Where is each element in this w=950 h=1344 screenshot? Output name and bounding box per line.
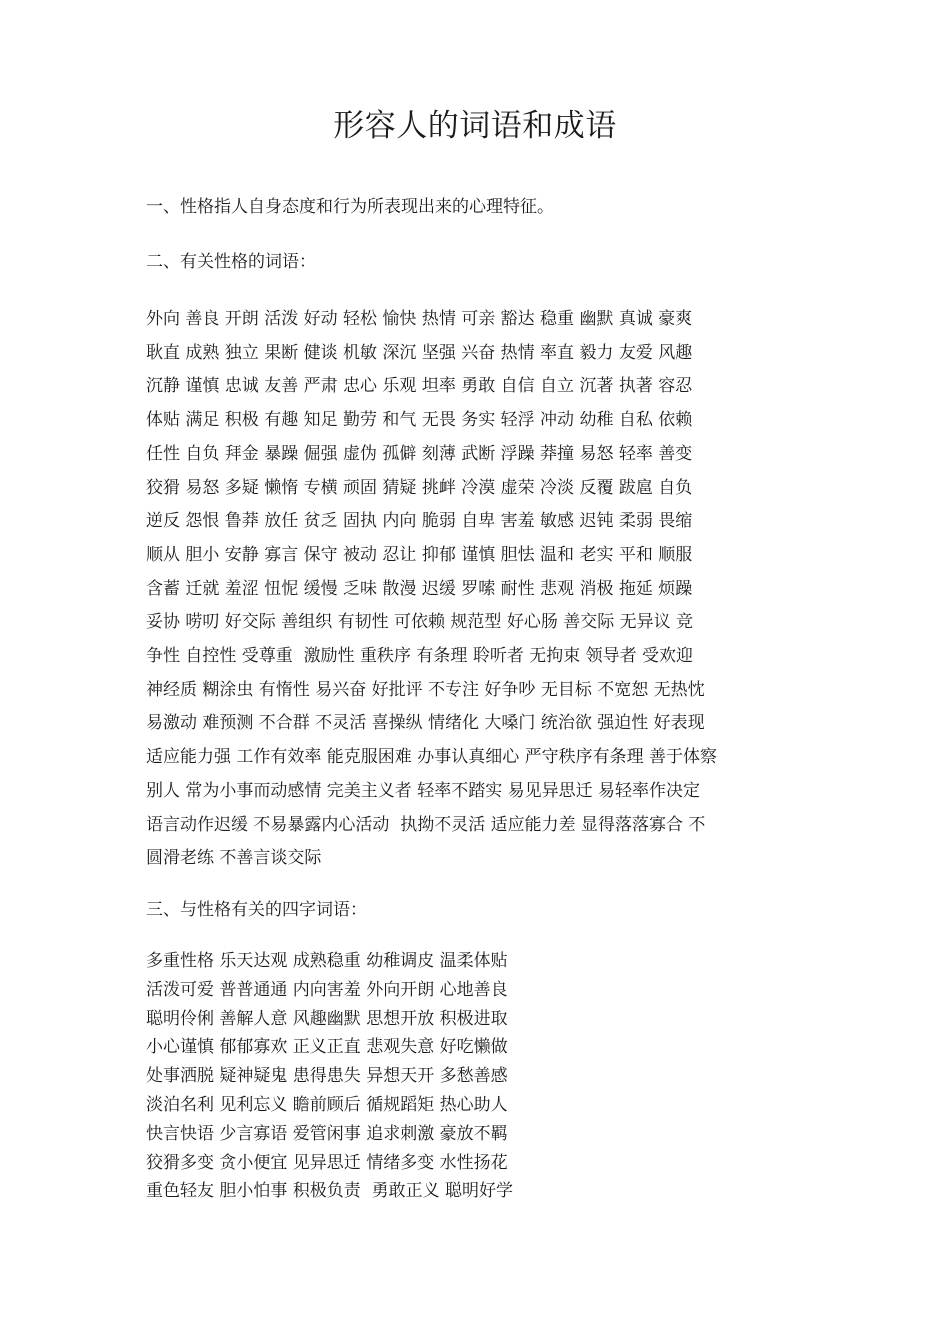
idiom-list-line: 活泼可爱 普普通通 内向害羞 外向开朗 心地善良 [146, 979, 508, 1000]
word-list-line: 狡猾 易怒 多疑 懒惰 专横 顽固 猜疑 挑衅 冷漠 虚荣 冷淡 反覆 跋扈 自负 [146, 477, 693, 498]
idiom-list-line: 狡猾多变 贪小便宜 见异思迁 情绪多变 水性扬花 [146, 1152, 508, 1173]
idiom-list-line: 淡泊名利 见利忘义 瞻前顾后 循规蹈矩 热心助人 [146, 1094, 508, 1115]
idiom-list-line: 重色轻友 胆小怕事 积极负责 勇敢正义 聪明好学 [146, 1181, 514, 1202]
idiom-list-line: 多重性格 乐天达观 成熟稳重 幼稚调皮 温柔体贴 [146, 951, 508, 971]
word-list-line: 妥协 唠叨 好交际 善组织 有韧性 可依赖 规范型 好心肠 善交际 无异议 竞 [146, 612, 694, 633]
word-list-line: 争性 自控性 受尊重 激励性 重秩序 有条理 聆听者 无拘束 领导者 受欢迎 [146, 646, 694, 667]
idiom-list-line: 聪明伶俐 善解人意 风趣幽默 思想开放 积极进取 [146, 1008, 508, 1029]
word-list-line: 沉静 谨慎 忠诚 友善 严肃 忠心 乐观 坦率 勇敢 自信 自立 沉著 执著 容忍 [146, 376, 693, 397]
word-list-line: 含蓄 迁就 羞涩 忸怩 缓慢 乏味 散漫 迟缓 罗嗦 耐性 悲观 消极 拖延 烦躁 [146, 578, 693, 599]
word-list-line: 逆反 怨恨 鲁莽 放任 贫乏 固执 内向 脆弱 自卑 害羞 敏感 迟钝 柔弱 畏缩 [146, 511, 693, 532]
section-1-definition: 一、性格指人自身态度和行为所表现出来的心理特征。 [146, 197, 554, 217]
section-3-idiom-list [146, 947, 826, 1206]
word-list-line: 任性 自负 拜金 暴躁 倔强 虚伪 孤僻 刻薄 武断 浮躁 莽撞 易怒 轻率 善变 [146, 443, 693, 464]
section-2-word-list [146, 303, 826, 876]
word-list-line: 顺从 胆小 安静 寡言 保守 被动 忍让 抑郁 谨慎 胆怯 温和 老实 平和 顺服 [146, 544, 693, 565]
section-3-heading: 三、与性格有关的四字词语： [146, 900, 367, 920]
word-list-line: 体贴 满足 积极 有趣 知足 勤劳 和气 无畏 务实 轻浮 冲动 幼稚 自私 依赖 [146, 410, 693, 431]
word-list-line: 语言动作迟缓 不易暴露内心活动 执拗不灵活 适应能力差 显得落落寡合 不 [146, 814, 706, 835]
word-list-line: 神经质 糊涂虫 有惰性 易兴奋 好批评 不专注 好争吵 无目标 不宽恕 无热忱 [146, 679, 705, 700]
document-title: 形容人的词语和成语 [333, 108, 617, 144]
word-list-line: 外向 善良 开朗 活泼 好动 轻松 愉快 热情 可亲 豁达 稳重 幽默 真诚 豪爽 [146, 309, 693, 329]
idiom-list-line: 快言快语 少言寡语 爱管闲事 追求刺激 豪放不羁 [146, 1123, 508, 1144]
word-list-line: 适应能力强 工作有效率 能克服困难 办事认真细心 严守秩序有条理 善于体察 [146, 747, 718, 768]
word-list-line: 易激动 难预测 不合群 不灵活 喜操纵 情绪化 大嗓门 统治欲 强迫性 好表现 [146, 713, 705, 734]
section-2-heading: 二、有关性格的词语： [146, 252, 316, 272]
word-list-line: 耿直 成熟 独立 果断 健谈 机敏 深沉 坚强 兴奋 热情 率直 毅力 友爱 风趣 [146, 342, 693, 363]
word-list-line: 别人 常为小事而动感情 完美主义者 轻率不踏实 易见异思迁 易轻率作决定 [146, 780, 701, 801]
word-list-line: 圆滑老练 不善言谈交际 [146, 848, 322, 869]
idiom-list-line: 小心谨慎 郁郁寡欢 正义正直 悲观失意 好吃懒做 [146, 1037, 508, 1058]
idiom-list-line: 处事洒脱 疑神疑鬼 患得患失 异想天开 多愁善感 [146, 1066, 508, 1087]
